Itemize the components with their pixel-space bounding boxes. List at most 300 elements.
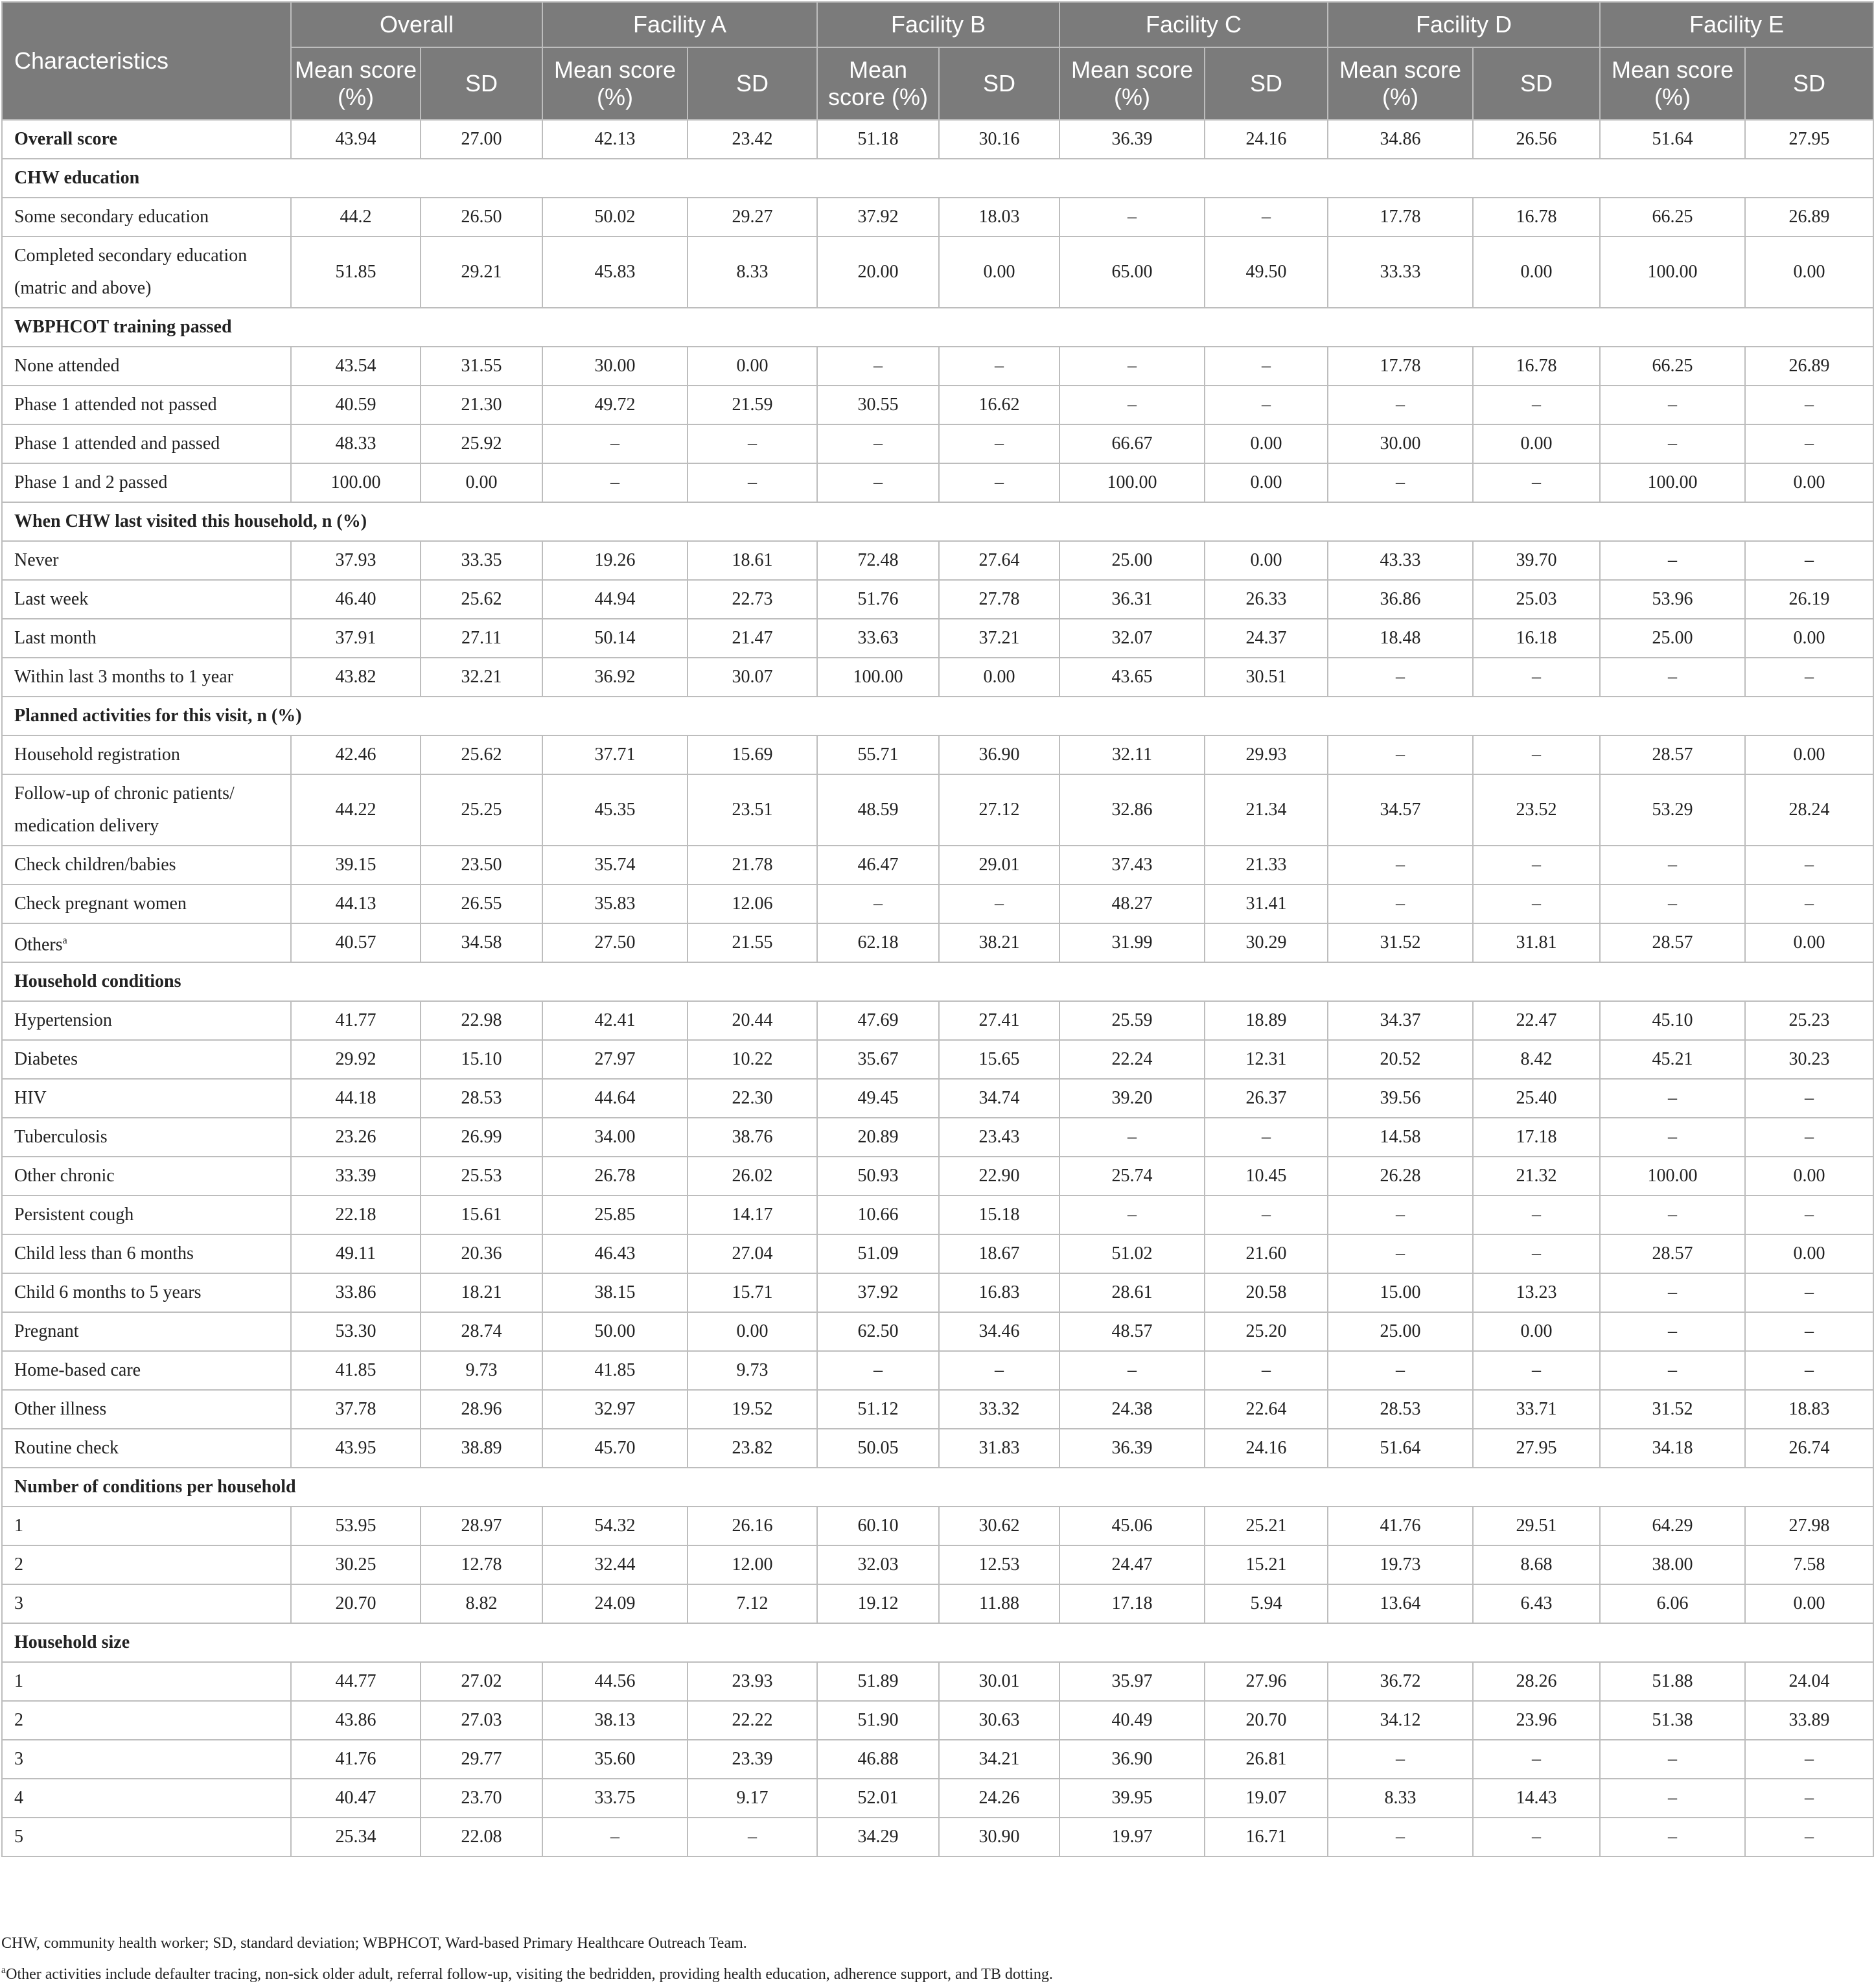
cell-sd: 29.01 [939, 846, 1059, 884]
section-row [2, 962, 1873, 1001]
cell-sd: 26.81 [1205, 1740, 1328, 1779]
section-label: CHW education [2, 159, 1873, 198]
cell-mean-score: 27.50 [542, 923, 688, 962]
cell-sd: 22.64 [1205, 1390, 1328, 1429]
cell-sd: – [1745, 1312, 1873, 1351]
cell-mean-score: 50.00 [542, 1312, 688, 1351]
cell-mean-score: 15.00 [1328, 1273, 1473, 1312]
row-label [2, 1118, 291, 1157]
cell-sd: – [688, 1818, 817, 1856]
cell-sd: 25.62 [421, 580, 542, 619]
cell-sd: – [1745, 386, 1873, 424]
cell-sd: 0.00 [1745, 463, 1873, 502]
row-label [2, 424, 291, 463]
cell-sd: 39.70 [1473, 541, 1600, 580]
row-label-text: Tuberculosis [14, 1127, 108, 1147]
row-label-text: Home-based care [14, 1360, 141, 1380]
cell-sd: 0.00 [1473, 424, 1600, 463]
cell-sd: – [1745, 1818, 1873, 1856]
cell-mean-score: 39.95 [1059, 1779, 1205, 1818]
cell-mean-score: 100.00 [1059, 463, 1205, 502]
cell-mean-score: 45.21 [1600, 1040, 1745, 1079]
cell-mean-score: 51.38 [1600, 1701, 1745, 1740]
cell-mean-score: – [1600, 1196, 1745, 1234]
cell-mean-score: 43.94 [291, 120, 421, 159]
table-row [2, 1351, 1873, 1390]
cell-sd: – [939, 463, 1059, 502]
cell-mean-score: – [817, 424, 939, 463]
row-label-text: HIV [14, 1088, 47, 1108]
cell-sd: 27.04 [688, 1234, 817, 1273]
cell-sd: 22.47 [1473, 1001, 1600, 1040]
cell-sd: 8.42 [1473, 1040, 1600, 1079]
cell-sd: 30.62 [939, 1507, 1059, 1545]
cell-sd: 24.04 [1745, 1662, 1873, 1701]
cell-sd: 0.00 [1473, 237, 1600, 308]
cell-mean-score: 43.65 [1059, 658, 1205, 697]
cell-sd: 25.40 [1473, 1079, 1600, 1118]
cell-mean-score: 60.10 [817, 1507, 939, 1545]
cell-sd: – [1745, 541, 1873, 580]
cell-sd: 21.60 [1205, 1234, 1328, 1273]
cell-sd: 22.30 [688, 1079, 817, 1118]
cell-sd: 28.24 [1745, 774, 1873, 846]
cell-sd: – [1473, 846, 1600, 884]
cell-mean-score: 34.57 [1328, 774, 1473, 846]
row-label-text: Persistent cough [14, 1205, 134, 1225]
section-label: Planned activities for this visit, n (%) [2, 697, 1873, 735]
table-row [2, 463, 1873, 502]
cell-sd: 17.18 [1473, 1118, 1600, 1157]
cell-mean-score: 34.37 [1328, 1001, 1473, 1040]
row-label [2, 1351, 291, 1390]
header-mean-score: Mean score (%) [542, 47, 688, 120]
cell-mean-score: 42.41 [542, 1001, 688, 1040]
cell-mean-score: 100.00 [817, 658, 939, 697]
row-label [2, 1818, 291, 1856]
cell-mean-score: 53.30 [291, 1312, 421, 1351]
cell-sd: 0.00 [1473, 1312, 1600, 1351]
cell-sd: – [1473, 386, 1600, 424]
cell-mean-score: 8.33 [1328, 1779, 1473, 1818]
cell-mean-score: – [1600, 1740, 1745, 1779]
cell-sd: 30.07 [688, 658, 817, 697]
cell-sd: 22.73 [688, 580, 817, 619]
cell-mean-score: 44.94 [542, 580, 688, 619]
row-label [2, 1079, 291, 1118]
cell-mean-score: – [1328, 1818, 1473, 1856]
cell-mean-score: 35.83 [542, 884, 688, 923]
table-row [2, 1740, 1873, 1779]
cell-mean-score: 27.97 [542, 1040, 688, 1079]
cell-mean-score: 72.48 [817, 541, 939, 580]
cell-mean-score: 39.15 [291, 846, 421, 884]
row-label-text: None attended [14, 356, 120, 376]
row-label-text: Never [14, 550, 59, 570]
cell-mean-score: 66.25 [1600, 347, 1745, 386]
table-row [2, 1234, 1873, 1273]
row-label-text: Child 6 months to 5 years [14, 1282, 202, 1302]
cell-mean-score: 28.57 [1600, 735, 1745, 774]
table-row [2, 1196, 1873, 1234]
row-label [2, 1040, 291, 1079]
row-label-text: 3 [14, 1749, 23, 1769]
header-sd: SD [688, 47, 817, 120]
cell-mean-score: 17.18 [1059, 1584, 1205, 1623]
cell-sd: 26.99 [421, 1118, 542, 1157]
cell-sd: 26.37 [1205, 1079, 1328, 1118]
cell-sd: 26.56 [1473, 120, 1600, 159]
cell-sd: 28.26 [1473, 1662, 1600, 1701]
row-label [2, 198, 291, 237]
cell-mean-score: 43.54 [291, 347, 421, 386]
cell-sd: 22.22 [688, 1701, 817, 1740]
cell-sd: 8.68 [1473, 1545, 1600, 1584]
cell-sd: 38.21 [939, 923, 1059, 962]
cell-sd: 27.00 [421, 120, 542, 159]
cell-sd: 19.52 [688, 1390, 817, 1429]
cell-sd: 29.93 [1205, 735, 1328, 774]
cell-mean-score: 26.28 [1328, 1157, 1473, 1196]
cell-mean-score: 48.59 [817, 774, 939, 846]
cell-sd: – [688, 424, 817, 463]
cell-mean-score: 46.43 [542, 1234, 688, 1273]
section-row [2, 1623, 1873, 1662]
cell-mean-score: 17.78 [1328, 198, 1473, 237]
cell-mean-score: 47.69 [817, 1001, 939, 1040]
cell-mean-score: 32.97 [542, 1390, 688, 1429]
cell-mean-score: 23.26 [291, 1118, 421, 1157]
table-row [2, 1779, 1873, 1818]
cell-sd: 25.21 [1205, 1507, 1328, 1545]
cell-sd: – [1473, 1351, 1600, 1390]
cell-sd: 23.70 [421, 1779, 542, 1818]
cell-sd: 26.33 [1205, 580, 1328, 619]
row-label-text: 1 [14, 1671, 23, 1691]
cell-sd: 36.90 [939, 735, 1059, 774]
cell-sd: 0.00 [421, 463, 542, 502]
cell-mean-score: 41.76 [1328, 1507, 1473, 1545]
cell-sd: 15.65 [939, 1040, 1059, 1079]
cell-sd: 27.98 [1745, 1507, 1873, 1545]
cell-mean-score: 30.00 [542, 347, 688, 386]
cell-mean-score: 40.49 [1059, 1701, 1205, 1740]
row-label-text: Phase 1 and 2 passed [14, 472, 168, 492]
cell-sd: – [1473, 1234, 1600, 1273]
table-row [2, 884, 1873, 923]
cell-sd: 21.33 [1205, 846, 1328, 884]
cell-sd: 20.44 [688, 1001, 817, 1040]
cell-mean-score: 41.85 [542, 1351, 688, 1390]
row-label [2, 1701, 291, 1740]
cell-sd: – [1205, 347, 1328, 386]
cell-sd: – [1745, 1273, 1873, 1312]
cell-sd: – [939, 884, 1059, 923]
cell-mean-score: – [1328, 463, 1473, 502]
cell-mean-score: 34.12 [1328, 1701, 1473, 1740]
cell-sd: 7.58 [1745, 1545, 1873, 1584]
cell-mean-score: 39.20 [1059, 1079, 1205, 1118]
cell-mean-score: – [1600, 386, 1745, 424]
cell-sd: 28.74 [421, 1312, 542, 1351]
cell-mean-score: 44.56 [542, 1662, 688, 1701]
cell-mean-score: 50.93 [817, 1157, 939, 1196]
cell-sd: 26.19 [1745, 580, 1873, 619]
cell-sd: 9.73 [421, 1351, 542, 1390]
cell-mean-score: 48.57 [1059, 1312, 1205, 1351]
cell-mean-score: 35.74 [542, 846, 688, 884]
cell-mean-score: 51.76 [817, 580, 939, 619]
cell-sd: 34.21 [939, 1740, 1059, 1779]
cell-sd: 0.00 [1205, 424, 1328, 463]
cell-mean-score: 41.77 [291, 1001, 421, 1040]
cell-mean-score: 51.89 [817, 1662, 939, 1701]
table-row [2, 658, 1873, 697]
table-row [2, 1273, 1873, 1312]
table-row [2, 1429, 1873, 1468]
table-row [2, 386, 1873, 424]
cell-sd: 15.71 [688, 1273, 817, 1312]
cell-sd: 21.47 [688, 619, 817, 658]
row-label-text: Follow-up of chronic patients/ medication delivery [14, 783, 235, 836]
row-label-text: Last week [14, 589, 89, 609]
cell-mean-score: – [1059, 198, 1205, 237]
cell-sd: – [1205, 386, 1328, 424]
header-sd: SD [421, 47, 542, 120]
cell-mean-score: 33.63 [817, 619, 939, 658]
cell-sd: 24.16 [1205, 1429, 1328, 1468]
cell-mean-score: 43.82 [291, 658, 421, 697]
cell-sd: – [1205, 1196, 1328, 1234]
cell-sd: 27.11 [421, 619, 542, 658]
cell-sd: 27.03 [421, 1701, 542, 1740]
section-label: Household size [2, 1623, 1873, 1662]
row-label [2, 386, 291, 424]
cell-sd: 11.88 [939, 1584, 1059, 1623]
header-sd: SD [1473, 47, 1600, 120]
cell-mean-score: 24.38 [1059, 1390, 1205, 1429]
cell-mean-score: – [1059, 1196, 1205, 1234]
row-label [2, 463, 291, 502]
cell-mean-score: 38.00 [1600, 1545, 1745, 1584]
header-sd: SD [939, 47, 1059, 120]
cell-mean-score: – [1600, 658, 1745, 697]
section-label: Household conditions [2, 962, 1873, 1001]
cell-sd: 21.30 [421, 386, 542, 424]
header-sd: SD [1745, 47, 1873, 120]
cell-sd: 30.16 [939, 120, 1059, 159]
row-label-text: Other illness [14, 1399, 107, 1419]
cell-sd: 5.94 [1205, 1584, 1328, 1623]
cell-sd: 0.00 [939, 658, 1059, 697]
cell-mean-score: – [1328, 1351, 1473, 1390]
cell-mean-score: 51.09 [817, 1234, 939, 1273]
cell-mean-score: 28.61 [1059, 1273, 1205, 1312]
cell-sd: 34.46 [939, 1312, 1059, 1351]
cell-mean-score: 19.97 [1059, 1818, 1205, 1856]
cell-sd: – [1473, 735, 1600, 774]
cell-sd: 12.31 [1205, 1040, 1328, 1079]
cell-sd: – [1745, 1196, 1873, 1234]
row-label-text: Others [14, 934, 63, 955]
cell-sd: 21.34 [1205, 774, 1328, 846]
cell-sd: 38.76 [688, 1118, 817, 1157]
cell-sd: 28.96 [421, 1390, 542, 1429]
cell-mean-score: 44.22 [291, 774, 421, 846]
row-label [2, 1740, 291, 1779]
table-row [2, 1545, 1873, 1584]
cell-sd: 31.55 [421, 347, 542, 386]
cell-mean-score: 25.34 [291, 1818, 421, 1856]
cell-sd: 22.08 [421, 1818, 542, 1856]
row-label [2, 347, 291, 386]
cell-sd: 29.21 [421, 237, 542, 308]
cell-mean-score: 33.39 [291, 1157, 421, 1196]
cell-sd: 15.10 [421, 1040, 542, 1079]
cell-mean-score: 48.27 [1059, 884, 1205, 923]
cell-sd: 22.98 [421, 1001, 542, 1040]
cell-sd: 25.03 [1473, 580, 1600, 619]
cell-sd: 25.62 [421, 735, 542, 774]
cell-sd: 34.74 [939, 1079, 1059, 1118]
cell-sd: 49.50 [1205, 237, 1328, 308]
cell-mean-score: – [542, 424, 688, 463]
cell-mean-score: 62.50 [817, 1312, 939, 1351]
cell-sd: 12.78 [421, 1545, 542, 1584]
cell-sd: 23.43 [939, 1118, 1059, 1157]
cell-mean-score: 6.06 [1600, 1584, 1745, 1623]
cell-mean-score: 25.74 [1059, 1157, 1205, 1196]
cell-mean-score: 37.78 [291, 1390, 421, 1429]
table-row [2, 347, 1873, 386]
row-label-text: Some secondary education [14, 207, 209, 227]
cell-sd: 30.90 [939, 1818, 1059, 1856]
cell-mean-score: 62.18 [817, 923, 939, 962]
cell-mean-score: 64.29 [1600, 1507, 1745, 1545]
header-group: Facility E [1600, 2, 1873, 47]
cell-sd: 0.00 [1745, 1234, 1873, 1273]
cell-sd: 26.02 [688, 1157, 817, 1196]
cell-mean-score: 32.86 [1059, 774, 1205, 846]
table-row [2, 1079, 1873, 1118]
cell-mean-score: 51.18 [817, 120, 939, 159]
cell-mean-score: 46.40 [291, 580, 421, 619]
cell-mean-score: 35.97 [1059, 1662, 1205, 1701]
table-row [2, 1118, 1873, 1157]
cell-sd: – [1745, 658, 1873, 697]
table-row [2, 541, 1873, 580]
cell-sd: 16.78 [1473, 198, 1600, 237]
header-mean-score: Mean score (%) [291, 47, 421, 120]
cell-sd: 25.53 [421, 1157, 542, 1196]
cell-mean-score: 20.70 [291, 1584, 421, 1623]
section-label: WBPHCOT training passed [2, 308, 1873, 347]
cell-mean-score: 53.96 [1600, 580, 1745, 619]
cell-mean-score: 100.00 [291, 463, 421, 502]
cell-mean-score: 36.86 [1328, 580, 1473, 619]
cell-sd: 12.53 [939, 1545, 1059, 1584]
cell-sd: 6.43 [1473, 1584, 1600, 1623]
table-row [2, 237, 1873, 308]
cell-mean-score: 37.91 [291, 619, 421, 658]
footnote-marker: a [62, 934, 67, 946]
row-label-text: Child less than 6 months [14, 1243, 194, 1264]
cell-mean-score: 49.45 [817, 1079, 939, 1118]
cell-sd: 33.89 [1745, 1701, 1873, 1740]
cell-mean-score: 100.00 [1600, 463, 1745, 502]
cell-mean-score: 32.07 [1059, 619, 1205, 658]
table-row [2, 846, 1873, 884]
cell-sd: 16.78 [1473, 347, 1600, 386]
cell-mean-score: – [542, 1818, 688, 1856]
row-label-text: 4 [14, 1788, 23, 1808]
cell-mean-score: 28.53 [1328, 1390, 1473, 1429]
cell-sd: 25.23 [1745, 1001, 1873, 1040]
cell-sd: 34.58 [421, 923, 542, 962]
section-row [2, 308, 1873, 347]
cell-sd: 26.55 [421, 884, 542, 923]
cell-mean-score: – [1600, 1818, 1745, 1856]
cell-mean-score: – [1600, 1273, 1745, 1312]
cell-sd: 27.41 [939, 1001, 1059, 1040]
cell-mean-score: 37.92 [817, 198, 939, 237]
cell-mean-score: – [817, 347, 939, 386]
cell-mean-score: 13.64 [1328, 1584, 1473, 1623]
cell-mean-score: 44.2 [291, 198, 421, 237]
cell-mean-score: – [1328, 1740, 1473, 1779]
cell-mean-score: 49.72 [542, 386, 688, 424]
row-label-text: 2 [14, 1710, 23, 1730]
header-group: Facility A [542, 2, 817, 47]
row-label [2, 1507, 291, 1545]
cell-mean-score: – [817, 884, 939, 923]
cell-mean-score: 66.25 [1600, 198, 1745, 237]
header-sd: SD [1205, 47, 1328, 120]
cell-sd: 24.37 [1205, 619, 1328, 658]
cell-sd: 0.00 [939, 237, 1059, 308]
row-label-text: Check pregnant women [14, 894, 187, 914]
cell-sd: 27.78 [939, 580, 1059, 619]
cell-mean-score: – [817, 463, 939, 502]
cell-mean-score: 37.93 [291, 541, 421, 580]
cell-mean-score: 32.11 [1059, 735, 1205, 774]
row-label-text: 1 [14, 1516, 23, 1536]
cell-mean-score: 40.57 [291, 923, 421, 962]
cell-sd: – [1745, 846, 1873, 884]
cell-sd: 30.23 [1745, 1040, 1873, 1079]
cell-mean-score: 53.29 [1600, 774, 1745, 846]
row-label-text: Last month [14, 628, 97, 648]
header-mean-score: Mean score (%) [1600, 47, 1745, 120]
cell-mean-score: – [1328, 1196, 1473, 1234]
cell-mean-score: 32.03 [817, 1545, 939, 1584]
cell-sd: 26.89 [1745, 198, 1873, 237]
cell-mean-score: 48.33 [291, 424, 421, 463]
row-label-text: Within last 3 months to 1 year [14, 667, 233, 687]
row-label [2, 541, 291, 580]
row-label [2, 846, 291, 884]
row-label [2, 923, 291, 962]
cell-mean-score: 36.39 [1059, 1429, 1205, 1468]
cell-mean-score: 45.06 [1059, 1507, 1205, 1545]
header-group: Facility C [1059, 2, 1328, 47]
table-row [2, 1390, 1873, 1429]
row-label [2, 735, 291, 774]
cell-sd: – [1745, 424, 1873, 463]
cell-sd: 0.00 [1745, 923, 1873, 962]
row-label-text: Check children/babies [14, 855, 176, 875]
cell-mean-score: 65.00 [1059, 237, 1205, 308]
